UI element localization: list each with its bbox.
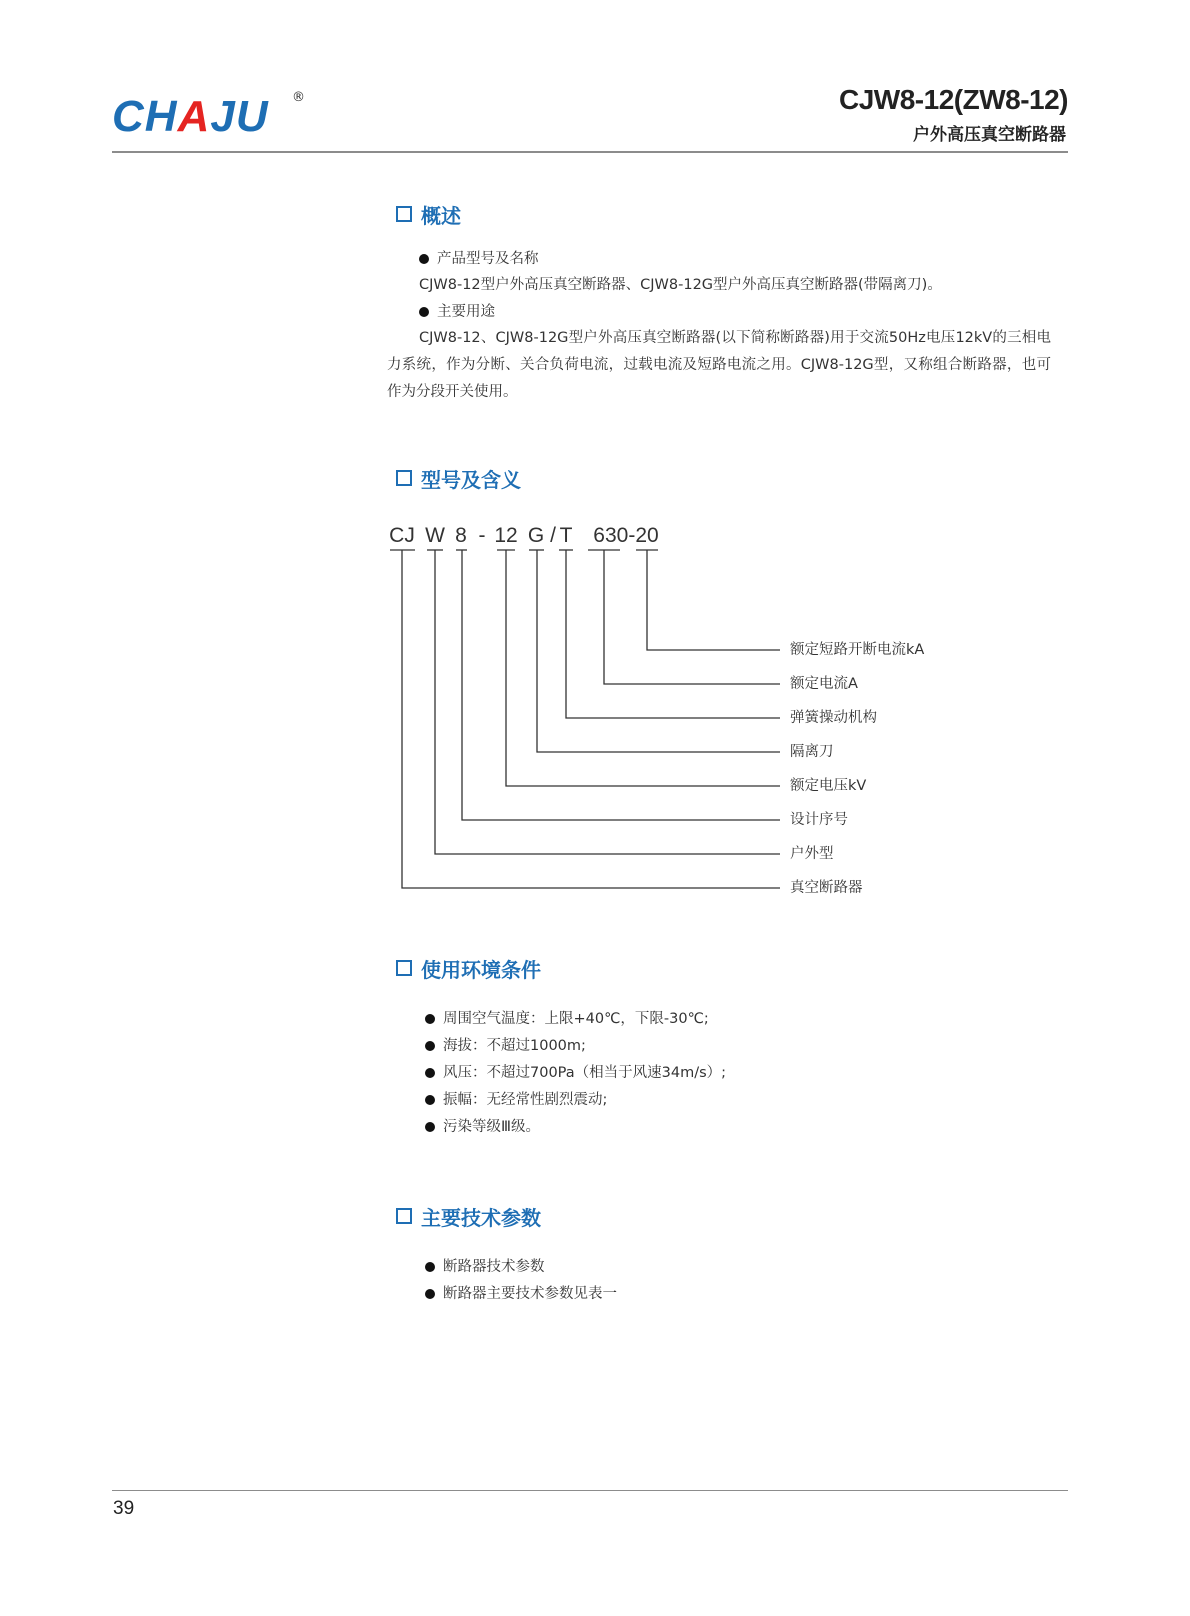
leader-line	[647, 550, 780, 650]
bullet-item	[425, 1090, 607, 1110]
bullet-dot-icon	[425, 1289, 435, 1299]
bullet-dot-icon	[425, 1014, 435, 1024]
bullet-dot-icon	[419, 254, 429, 264]
bullet-text: 周围空气温度：上限+40℃，下限-30℃;	[443, 1011, 709, 1027]
meaning-label: 弹簧操动机构	[790, 710, 877, 726]
meaning-label: 户外型	[790, 846, 834, 862]
leader-line	[506, 550, 780, 786]
bullet-dot-icon	[419, 307, 429, 317]
logo-wordmark: CHAJU	[112, 92, 269, 141]
registered-mark: ®	[292, 90, 305, 105]
square-bullet-icon	[396, 1208, 412, 1224]
code-part: /	[550, 524, 556, 547]
bullet-text: 振幅：无经常性剧烈震动;	[443, 1092, 608, 1108]
bullet-dot-icon	[425, 1041, 435, 1051]
company-logo	[112, 84, 312, 154]
section-title: 概述	[421, 203, 461, 228]
leader-line	[435, 550, 780, 854]
section-title: 使用环境条件	[421, 957, 541, 982]
code-part: 12	[494, 524, 518, 547]
bullet-item	[419, 302, 495, 322]
model-code	[389, 524, 688, 554]
bullet-item	[425, 1117, 540, 1137]
bullet-item	[425, 1036, 586, 1056]
bullet-dot-icon	[425, 1262, 435, 1272]
bullet-item	[425, 1063, 726, 1083]
leader-line	[462, 550, 780, 820]
product-model-title: CJW8-12(ZW8-12)	[839, 84, 1068, 115]
code-part: G	[527, 524, 545, 547]
leader-line	[402, 550, 780, 888]
meaning-label: 额定电压kV	[790, 778, 867, 794]
meaning-label: 额定电流A	[790, 676, 858, 692]
bullet-item	[425, 1009, 709, 1029]
section-title: 主要技术参数	[421, 1205, 541, 1230]
meaning-label: 真空断路器	[790, 880, 863, 896]
product-name-subtitle: 户外高压真空断路器	[913, 125, 1066, 145]
meaning-label: 隔离刀	[790, 744, 834, 760]
leader-line	[537, 550, 780, 752]
section-heading-model	[396, 464, 521, 492]
bullet-item	[425, 1284, 617, 1304]
square-bullet-icon	[396, 960, 412, 976]
meaning-label: 额定短路开断电流kA	[790, 642, 925, 658]
code-part: -	[478, 524, 486, 547]
bullet-text: 断路器主要技术参数见表一	[443, 1286, 617, 1302]
page-number: 39	[113, 1498, 135, 1519]
section-heading-environment	[396, 954, 541, 982]
leader-line	[604, 550, 780, 684]
bullet-dot-icon	[425, 1068, 435, 1078]
code-part: W	[425, 524, 445, 547]
bullet-text: 产品型号及名称	[437, 251, 539, 267]
leader-line	[566, 550, 780, 718]
purpose-text: CJW8-12、CJW8-12G型户外高压真空断路器(以下简称断路器)用于交流50Hz电压12kV的三相电力系统，作为分断、关合负荷电流，过载电流及短路电流之用。CJW8-12G型，又称组合断路器，也可作为分段开关使用。	[387, 330, 1051, 400]
bullet-text: 污染等级Ⅲ级。	[443, 1119, 540, 1135]
product-names-text: CJW8-12型户外高压真空断路器、CJW8-12G型户外高压真空断路器(带隔离刀)。	[419, 277, 942, 293]
section-heading-overview	[396, 200, 461, 228]
code-part: 8	[455, 524, 467, 547]
meaning-label: 设计序号	[790, 812, 848, 828]
code-part: 630-20	[593, 524, 659, 547]
section-heading-parameters	[396, 1202, 541, 1230]
bullet-text: 风压：不超过700Pa（相当于风速34m/s）;	[443, 1065, 727, 1081]
bullet-text: 断路器技术参数	[443, 1259, 545, 1275]
square-bullet-icon	[396, 470, 412, 486]
bullet-dot-icon	[425, 1122, 435, 1132]
bullet-item	[425, 1257, 545, 1277]
bullet-text: 主要用途	[437, 304, 495, 320]
square-bullet-icon	[396, 206, 412, 222]
bullet-item	[419, 249, 539, 269]
bullet-text: 海拔：不超过1000m;	[443, 1038, 586, 1054]
code-part: T	[559, 524, 573, 547]
code-part: CJ	[389, 524, 415, 547]
bullet-dot-icon	[425, 1095, 435, 1105]
footer-divider	[112, 1490, 1068, 1491]
header-divider	[112, 151, 1068, 153]
section-title: 型号及含义	[421, 467, 521, 492]
